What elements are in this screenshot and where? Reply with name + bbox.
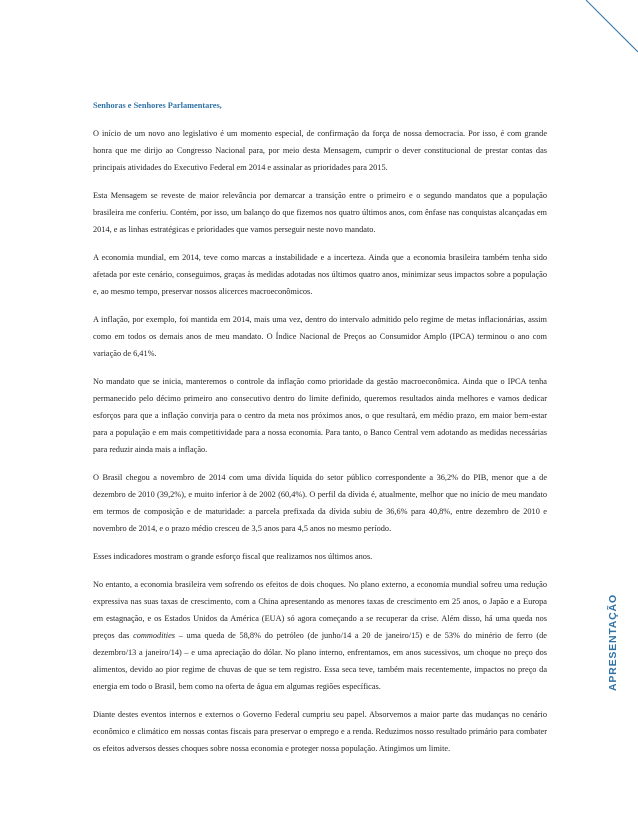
paragraph-text: A economia mundial, em 2014, teve como marcas a instabilidade e a incerteza. Ainda que a economia brasileira também tenha sido afetada por este cenário, conseguimos, graças às medidas adotadas nos últimos quatro anos, minimizar seus impactos sobre a população e, ao mesmo tempo, preservar nossos alicerces macroeconômicos. [93,253,547,296]
paragraph-text: Esses indicadores mostram o grande esforço fiscal que realizamos nos últimos anos. [93,552,373,561]
paragraph-text: A inflação, por exemplo, foi mantida em 2014, mais uma vez, dentro do intervalo admitido pelo regime de metas inflacionárias, assim como em todos os demais anos de meu mandato. O Índice Nacional de Preços ao Consumidor Amplo (IPCA) terminou o ano com variação de 6,41%. [93,315,547,358]
paragraph-text: – uma queda de 58,8% do petróleo (de junho/14 a 20 de janeiro/15) e de 53% do minério de ferro (de dezembro/13 a janeiro/14) – e uma apreciação do dólar. No plano interno, enfrentamos, em anos sucessivos, um choque no preço dos alimentos, devido ao pior regime de chuvas de que se tem registro. Essa seca teve, também mais recentemente, impactos no preço da energia em todo o Brasil, bem como na oferta de água em algumas regiões específicas. [93,631,547,691]
paragraph-text: O Brasil chegou a novembro de 2014 com uma dívida líquida do setor público correspondente a 36,2% do PIB, menor que a de dezembro de 2010 (39,2%), e muito inferior à de 2002 (60,4%). O perfil da dívida é, atualmente, melhor que no início de meu mandato em termos de composição e de maturidade: a parcela prefixada da dívida subiu de 36,6% para 40,8%, entre dezembro de 2010 e novembro de 2014, e o prazo médio cresceu de 3,5 anos para 4,5 anos no mesmo período. [93,473,547,533]
paragraph-text: Esta Mensagem se reveste de maior relevância por demarcar a transição entre o primeiro e o segundo mandatos que a população brasileira me conferiu. Contém, por isso, um balanço do que fizemos nos quatro últimos anos, com ênfase nas conquistas alcançadas em 2014, e as linhas estratégicas e prioridades que vamos perseguir neste novo mandato. [93,191,547,234]
body-paragraph [93,576,547,695]
body-paragraph [93,706,547,757]
body-paragraph [93,125,547,176]
body-paragraph [93,469,547,537]
corner-decoration [0,0,638,60]
letter-body [93,97,547,768]
body-paragraph [93,548,547,565]
greeting: Senhoras e Senhores Parlamentares, [93,101,222,110]
section-tab-label: APRESENTAÇÃO [607,594,619,691]
body-paragraph [93,249,547,300]
paragraph-list [93,125,547,757]
body-paragraph [93,187,547,238]
italic-term: commodities [133,631,176,640]
paragraph-text: O início de um novo ano legislativo é um momento especial, de confirmação da força de nossa democracia. Por isso, é com grande honra que me dirijo ao Congresso Nacional para, por meio desta Mensagem, cumprir o dever constitucional de prestar contas das principais atividades do Executivo Federal em 2014 e assinalar as prioridades para 2015. [93,129,547,172]
body-paragraph [93,373,547,458]
body-paragraph [93,311,547,362]
paragraph-text: No mandato que se inicia, manteremos o controle da inflação como prioridade da gestão macroeconômica. Ainda que o IPCA tenha permanecido pelo décimo primeiro ano consecutivo dentro do limite definido, queremos resultados ainda melhores e vamos dedicar esforços para que a inflação convirja para o centro da meta nos próximos anos, o que resultará, em médio prazo, em maior bem-estar para a população e em mais competitividade para a nossa economia. Para tanto, o Banco Central vem adotando as medidas necessárias para reduzir ainda mais a inflação. [93,377,547,454]
paragraph-text: No entanto, a economia brasileira vem sofrendo os efeitos de dois choques. No plano externo, a economia mundial sofreu uma redução expressiva nas suas taxas de crescimento, com a China apresentando as menores taxas de crescimento em 25 anos, o Japão e a Europa em estagnação, e os Estados Unidos da América (EUA) só agora começando a se recuperar da crise. Além disso, há uma queda nos preços das [93,580,547,640]
paragraph-text: Diante destes eventos internos e externos o Governo Federal cumpriu seu papel. Absorvemos a maior parte das mudanças no cenário econômico e climático em nossas contas fiscais para preservar o emprego e a renda. Reduzimos nosso resultado primário para combater os efeitos adversos desses choques sobre nossa economia e proteger nossa população. Atingimos um limite. [93,710,547,753]
